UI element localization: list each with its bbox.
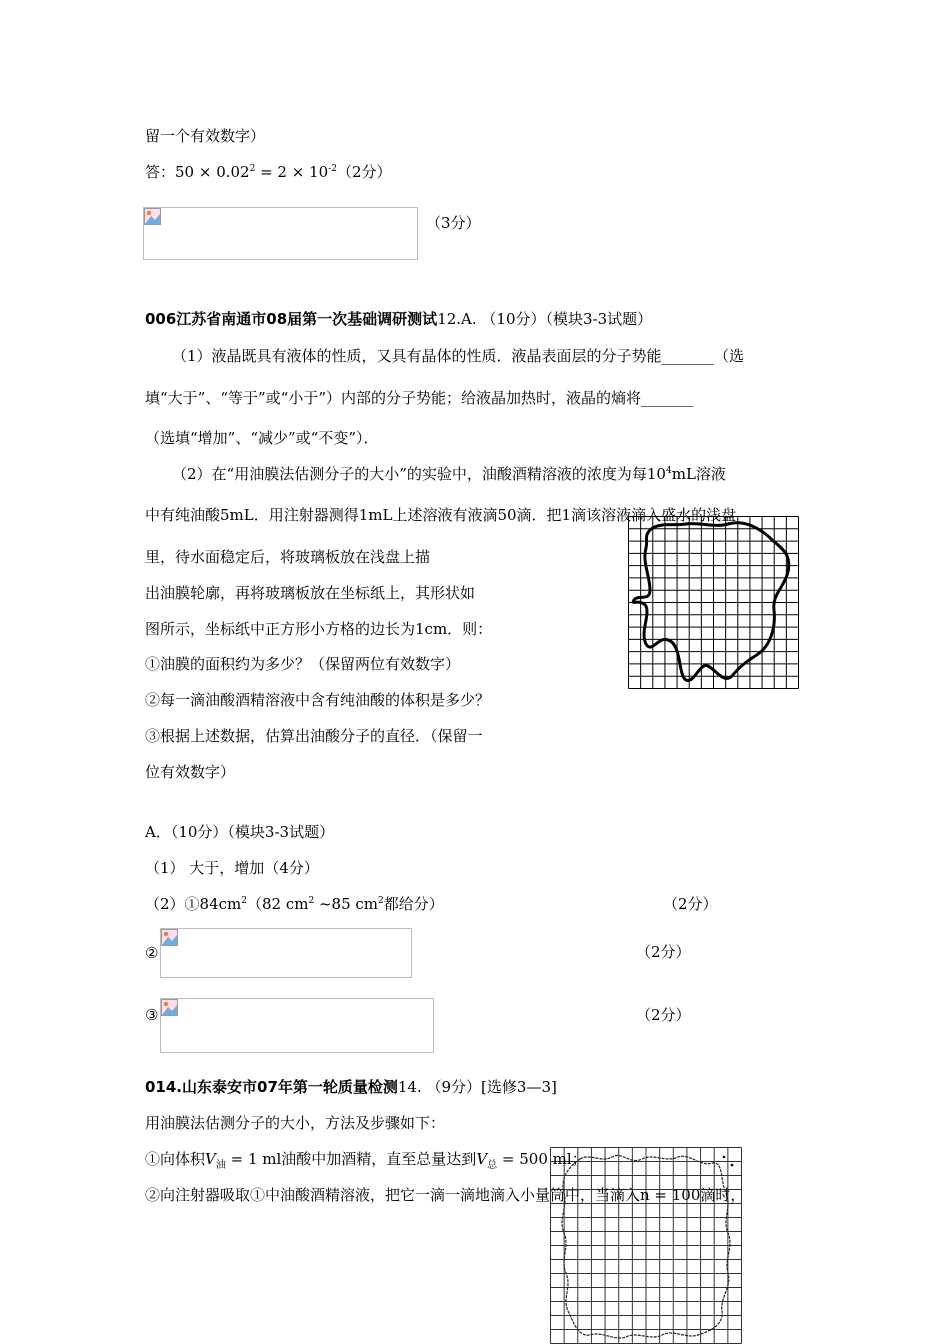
text-span: mL溶液 bbox=[671, 465, 726, 483]
question-header bbox=[145, 309, 652, 329]
exponent: 4 bbox=[665, 466, 672, 476]
circled-number: ② bbox=[145, 944, 159, 962]
score-label: （2分） bbox=[636, 943, 691, 961]
text-line: 图所示，坐标纸中正方形小方格的边长为1cm．则： bbox=[145, 620, 493, 638]
broken-image-formula bbox=[160, 928, 412, 978]
text-line: 里，待水面稳定后，将玻璃板放在浅盘上描 bbox=[145, 548, 431, 566]
text-span: （2）①84cm bbox=[145, 895, 242, 913]
text-span: = 1 ml油酸中加酒精，直至总量达到 bbox=[225, 1150, 477, 1168]
oil-film-outline bbox=[633, 523, 789, 681]
exponent: -2 bbox=[328, 164, 337, 174]
score-label: （2分） bbox=[663, 895, 718, 913]
broken-image-icon bbox=[144, 208, 161, 225]
sub-question: ①油膜的面积约为多少？（保留两位有效数字） bbox=[145, 655, 461, 673]
exponent: 2 bbox=[378, 896, 384, 906]
text-line: 中有纯油酸5mL．用注射器测得1mL上述溶液有液滴50滴．把1滴该溶液滴入盛水的浅盘 bbox=[145, 506, 737, 524]
answer-header: A．（10分）（模块3-3试题） bbox=[145, 823, 335, 841]
text-span: ~85 cm bbox=[314, 895, 379, 913]
text-line: 用油膜法估测分子的大小，方法及步骤如下： bbox=[145, 1114, 446, 1132]
answer-line: （1） 大于，增加（4分） bbox=[145, 859, 319, 877]
text-span: （82 cm bbox=[247, 895, 309, 913]
exponent: 2 bbox=[249, 164, 256, 174]
source-title: 014.山东泰安市07年第一轮质量检测 bbox=[145, 1078, 398, 1096]
variable: V bbox=[205, 1150, 216, 1168]
circled-number: ③ bbox=[145, 1006, 159, 1024]
subscript: 油 bbox=[215, 1160, 226, 1171]
sub-question: ③根据上述数据，估算出油酸分子的直径．（保留一 bbox=[145, 727, 483, 745]
oil-film-grid-figure bbox=[628, 516, 799, 689]
subscript: 总 bbox=[487, 1160, 498, 1171]
answer-text: （2分） bbox=[336, 163, 392, 181]
answer-line bbox=[145, 162, 392, 182]
sub-question: ②每一滴油酸酒精溶液中含有纯油酸的体积是多少？ bbox=[145, 691, 491, 709]
question-header bbox=[145, 1077, 557, 1097]
exponent: 2 bbox=[241, 896, 247, 906]
answer-text: = 2 × 10 bbox=[255, 163, 329, 181]
text-line: （选填“增加”、“减少”或“不变”）． bbox=[145, 429, 379, 447]
answer-text: 答：50 × 0.02 bbox=[145, 163, 250, 181]
step-line bbox=[145, 1149, 587, 1169]
score-label: （2分） bbox=[636, 1006, 691, 1024]
question-number: 12.A. （10分）（模块3-3试题） bbox=[437, 310, 653, 328]
text-span: ①向体积 bbox=[145, 1150, 206, 1168]
text-line: 留一个有效数字） bbox=[145, 127, 266, 145]
broken-image-icon bbox=[161, 929, 178, 946]
text-line: 出油膜轮廓，再将玻璃板放在坐标纸上，其形状如 bbox=[145, 584, 476, 602]
text-line bbox=[172, 464, 726, 484]
text-line: 填“大于”、“等于”或“小于”）内部的分子势能；给液晶加热时，液晶的熵将_______ bbox=[145, 389, 694, 407]
source-title: 006江苏省南通市08届第一次基础调研测试 bbox=[145, 310, 438, 328]
broken-image-icon bbox=[161, 999, 178, 1016]
text-span: （2）在“用油膜法估测分子的大小”的实验中，油酸酒精溶液的浓度为每10 bbox=[172, 465, 666, 483]
variable: V bbox=[476, 1150, 488, 1168]
step-line: ②向注射器吸取①中油酸酒精溶液，把它一滴一滴地滴入小量筒中，当滴入n = 100滴时， bbox=[145, 1186, 746, 1204]
question-number: 14. （9分）[选修3—3] bbox=[397, 1078, 557, 1096]
oil-film-grid-figure-2 bbox=[550, 1147, 742, 1344]
answer-line bbox=[145, 894, 444, 914]
text-span: 都给分） bbox=[383, 895, 444, 913]
exponent: 2 bbox=[308, 896, 315, 906]
broken-image-formula bbox=[160, 998, 434, 1053]
text-line: （1）液晶既具有液体的性质，又具有晶体的性质．液晶表面层的分子势能_______（选 bbox=[172, 347, 745, 365]
score-label: （3分） bbox=[426, 214, 481, 232]
broken-image-formula bbox=[143, 207, 418, 260]
text-span: = 500 ml； bbox=[497, 1150, 587, 1168]
sub-question: 位有效数字） bbox=[145, 763, 236, 781]
